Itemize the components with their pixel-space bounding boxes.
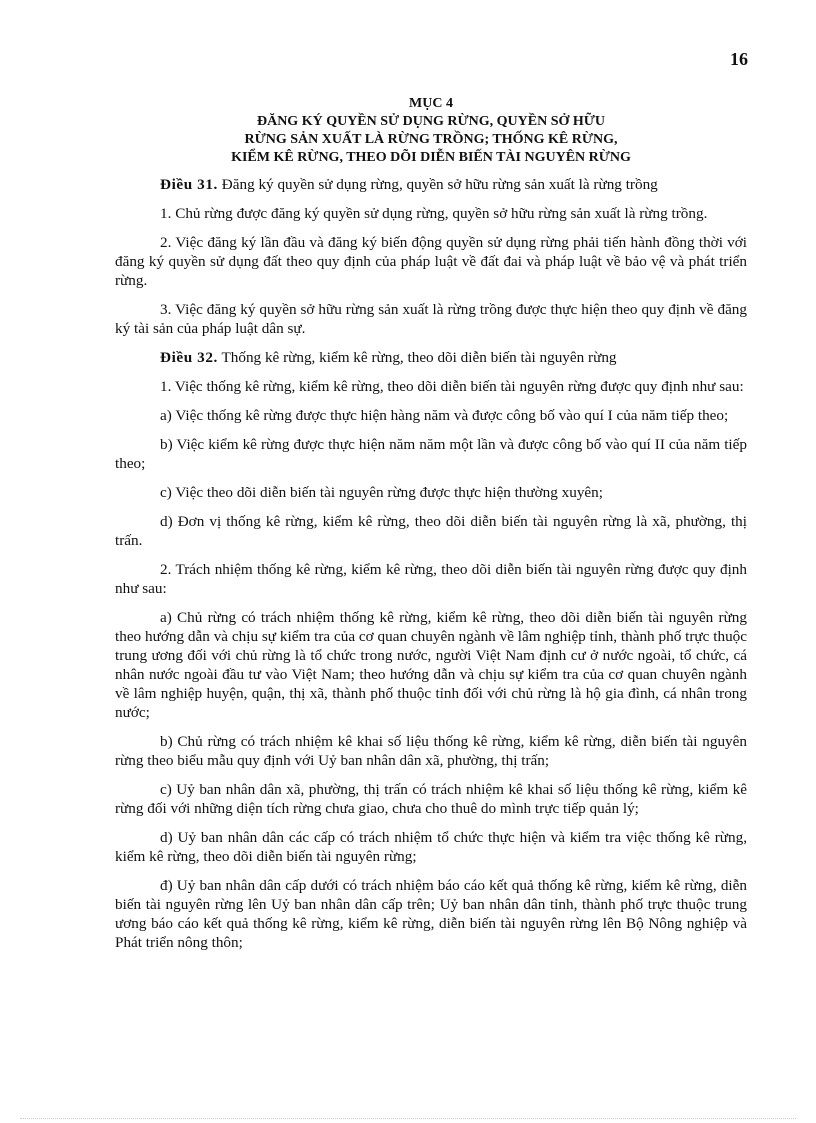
page-number: 16: [730, 49, 748, 69]
section-title-line: RỪNG SẢN XUẤT LÀ RỪNG TRỒNG; THỐNG KÊ RỪNG,: [244, 132, 618, 147]
section-title-line: KIỂM KÊ RỪNG, THEO DÕI DIỄN BIẾN TÀI NGUYÊN RỪNG: [231, 150, 631, 165]
paragraph: c) Uỷ ban nhân dân xã, phường, thị trấn có trách nhiệm kê khai số liệu thống kê rừng, kiểm kê rừng đối với những diện tích rừng chưa giao, chưa cho thuê do mình trực tiếp quản lý;: [115, 781, 747, 817]
paragraph: 1. Việc thống kê rừng, kiểm kê rừng, theo dõi diễn biến tài nguyên rừng được quy định như sau:: [160, 378, 744, 395]
document-body: [115, 95, 747, 962]
paragraph: d) Uỷ ban nhân dân các cấp có trách nhiệm tổ chức thực hiện và kiểm tra việc thống kê rừng, kiểm kê rừng, theo dõi diễn biến tài nguyên rừng;: [115, 829, 747, 865]
article-31-heading: [115, 175, 747, 194]
paragraph: 2. Việc đăng ký lần đầu và đăng ký biến động quyền sử dụng rừng phải tiến hành đồng thời với đăng ký quyền sử dụng đất theo quy định của pháp luật về đất đai và pháp luật về bảo vệ và phát triển rừng.: [115, 234, 747, 289]
paragraph: c) Việc theo dõi diễn biến tài nguyên rừng được thực hiện thường xuyên;: [160, 484, 603, 501]
article-label: Điều 32.: [160, 349, 218, 366]
paragraph: a) Việc thống kê rừng được thực hiện hàng năm và được công bố vào quí I của năm tiếp theo;: [160, 407, 729, 424]
paragraph: 3. Việc đăng ký quyền sở hữu rừng sản xuất là rừng trồng được thực hiện theo quy định về đăng ký tài sản của pháp luật dân sự.: [115, 301, 747, 337]
paragraph: d) Đơn vị thống kê rừng, kiểm kê rừng, theo dõi diễn biến tài nguyên rừng là xã, phường, thị trấn.: [115, 513, 747, 549]
section-heading: [115, 95, 747, 167]
paragraph: 2. Trách nhiệm thống kê rừng, kiểm kê rừng, theo dõi diễn biến tài nguyên rừng được quy định như sau:: [115, 561, 747, 597]
page-bottom-divider: [20, 1118, 796, 1119]
paragraph: a) Chủ rừng có trách nhiệm thống kê rừng, kiểm kê rừng, theo dõi diễn biến tài nguyên rừng theo hướng dẫn và chịu sự kiểm tra của cơ quan chuyên ngành về lâm nghiệp tỉnh, thành phố trực thuộc trung ương đối với chủ rừng là tổ chức trong nước, người Việt Nam định cư ở nước ngoài, tổ chức, cá nhân nước ngoài đầu tư vào Việt Nam; theo hướng dẫn và chịu sự kiểm tra của cơ quan chuyên ngành về lâm nghiệp huyện, quận, thị xã, thành phố thuộc tỉnh đối với chủ rừng là hộ gia đình, cá nhân trong nước;: [115, 609, 747, 721]
paragraph: b) Chủ rừng có trách nhiệm kê khai số liệu thống kê rừng, kiểm kê rừng, diễn biến tài nguyên rừng theo biểu mẫu quy định với Uỷ ban nhân dân xã, phường, thị trấn;: [115, 733, 747, 769]
article-32-heading: [115, 348, 747, 367]
article-label: Điều 31.: [160, 176, 218, 193]
article-title: Thống kê rừng, kiểm kê rừng, theo dõi diễn biến tài nguyên rừng: [217, 349, 617, 366]
section-label: MỤC 4: [409, 96, 453, 111]
article-title: Đăng ký quyền sử dụng rừng, quyền sở hữu rừng sản xuất là rừng trồng: [217, 176, 658, 193]
paragraph: đ) Uỷ ban nhân dân cấp dưới có trách nhiệm báo cáo kết quả thống kê rừng, kiểm kê rừng, diễn biến tài nguyên rừng lên Uỷ ban nhân dân cấp trên; Uỷ ban nhân dân tỉnh, thành phố trực thuộc trung ương báo cáo kết quả thống kê rừng, kiểm kê rừng, diễn biến tài nguyên rừng lên Bộ Nông nghiệp và Phát triển nông thôn;: [115, 877, 747, 951]
paragraph: b) Việc kiểm kê rừng được thực hiện năm năm một lần và được công bố vào quí II của năm tiếp theo;: [115, 436, 747, 472]
section-title-line: ĐĂNG KÝ QUYỀN SỬ DỤNG RỪNG, QUYỀN SỞ HỮU: [256, 114, 606, 129]
paragraph: 1. Chủ rừng được đăng ký quyền sử dụng rừng, quyền sở hữu rừng sản xuất là rừng trồng.: [160, 205, 708, 222]
